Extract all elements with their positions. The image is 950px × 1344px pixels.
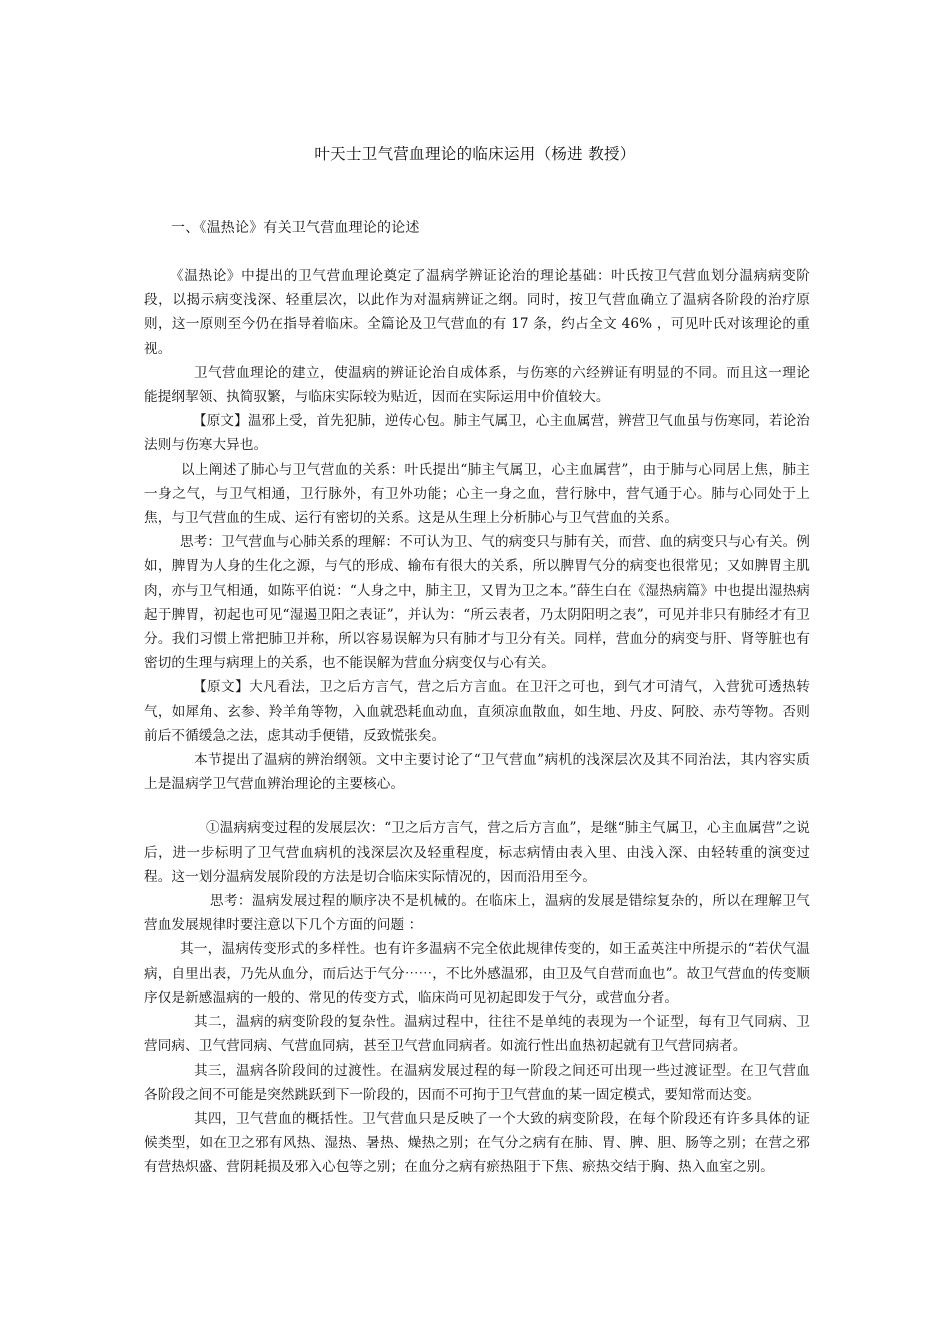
paragraph: 本节提出了温病的辨治纲领。文中主要讨论了“卫气营血”病机的浅深层次及其不同治法，其内容实质上是温病学卫气营血辨治理论的主要核心。 bbox=[144, 752, 810, 793]
document-body bbox=[144, 264, 810, 1180]
paragraph: 思考：卫气营血与心肺关系的理解：不可认为卫、气的病变只与肺有关，而营、血的病变只与心有关。例如，脾胃为人身的生化之源，与气的形成、输布有很大的关系，所以脾胃气分的病变也很常见；又如脾胃主肌肉，亦与卫气相通，如陈平伯说：“人身之中，肺主卫，又胃为卫之本。”薛生白在《湿热病篇》中也提出湿热病起于脾胃，初起也可见“湿遏卫阳之表证”，并认为：“所云表者，乃太阴阳明之表”，可见并非只有肺经才有卫分。我们习惯上常把肺卫并称，所以容易误解为只有肺才与卫分有关。同样，营血分的病变与肝、肾等脏也有密切的生理与病理上的关系，也不能误解为营血分病变仅与心有关。 bbox=[144, 534, 810, 672]
paragraph: 思考：温病发展过程的顺序决不是机械的。在临床上，温病的发展是错综复杂的，所以在理解卫气营血发展规律时要注意以下几个方面的问题 ： bbox=[144, 893, 810, 934]
paragraph: 其二，温病的病变阶段的复杂性。温病过程中，往往不是单纯的表现为一个证型，每有卫气同病、卫营同病、卫气营同病、气营血同病，甚至卫气营血同病者。如流行性出血热初起就有卫气营同病者。 bbox=[144, 1014, 810, 1055]
paragraph: 以上阐述了肺心与卫气营血的关系：叶氏提出“肺主气属卫，心主血属营”，由于肺与心同居上焦，肺主一身之气，与卫气相通，卫行脉外，有卫外功能；心主一身之血，营行脉中，营气通于心。肺与心同处于上焦，与卫气营血的生成、运行有密切的关系。这是从生理上分析肺心与卫气营血的关系。 bbox=[144, 461, 810, 527]
paragraph: 其一，温病传变形式的多样性。也有许多温病不完全依此规律传变的，如王孟英注中所提示的“若伏气温病，自里出表，乃先从血分，而后达于气分⋯⋯，不比外感温邪，由卫及气自营而血也”。故卫气营血的传变顺序仅是新感温病的一般的、常见的传变方式，临床尚可见初起即发于气分，或营血分者。 bbox=[144, 941, 810, 1006]
document-title: 叶天士卫气营血理论的临床运用（杨进 教授） bbox=[314, 145, 636, 163]
paragraph: 卫气营血理论的建立，使温病的辨证论治自成体系，与伤寒的六经辨证有明显的不同。而且这一理论能提纲挈领、执简驭繁，与临床实际较为贴近，因而在实际运用中价值较大。 bbox=[144, 364, 810, 406]
paragraph: 【原文】温邪上受，首先犯肺，逆传心包。肺主气属卫，心主血属营，辨营卫气血虽与伤寒同，若论治法则与伤寒大异也。 bbox=[144, 413, 810, 454]
paragraph: 其三，温病各阶段间的过渡性。在温病发展过程的每一阶段之间还可出现一些过渡证型。在卫气营血各阶段之间不可能是突然跳跃到下一阶段的，因而不可拘于卫气营血的某一固定模式，要知常而达变。 bbox=[144, 1062, 810, 1103]
section-heading: 一、《温热论》有关卫气营血理论的论述 bbox=[171, 220, 420, 236]
paragraph: 【原文】大凡看法，卫之后方言气，营之后方言血。在卫汗之可也，到气才可清气，入营犹可透热转气，如犀角、玄参、羚羊角等物，入血就恐耗血动血，直须凉血散血，如生地、丹皮、阿胶、赤芍等物。否则前后不循缓急之法，虑其动手便错，反致慌张矣。 bbox=[144, 679, 810, 744]
paragraph-spacer bbox=[144, 796, 810, 816]
paragraph: 其四，卫气营血的概括性。卫气营血只是反映了一个大致的病变阶段，在每个阶段还有许多具体的证候类型，如在卫之邪有风热、湿热、暑热、燥热之别；在气分之病有在肺、胃、脾、胆、肠等之别；在营之邪有营热炽盛、营阴耗损及邪入心包等之别；在血分之病有瘀热阻于下焦、瘀热交结于胸、热入血室之别。 bbox=[144, 1110, 810, 1176]
paragraph: ①温病病变过程的发展层次：“卫之后方言气，营之后方言血”，是继“肺主气属卫，心主血属营”之说后，进一步标明了卫气营血病机的浅深层次及轻重程度，标志病情由表入里、由浅入深、由轻转重的演变过程。这一划分温病发展阶段的方法是切合临床实际情况的，因而沿用至今。 bbox=[144, 820, 810, 885]
paragraph: 《温热论》中提出的卫气营血理论奠定了温病学辨证论治的理论基础：叶氏按卫气营血划分温病病变阶段，以揭示病变浅深、轻重层次，以此作为对温病辨证之纲。同时，按卫气营血确立了温病各阶段的治疗原则，这一原则至今仍在指导着临床。全篇论及卫气营血的有 17 条，约占全文 46% ，可见叶氏对该理论的重视。 bbox=[144, 268, 810, 357]
